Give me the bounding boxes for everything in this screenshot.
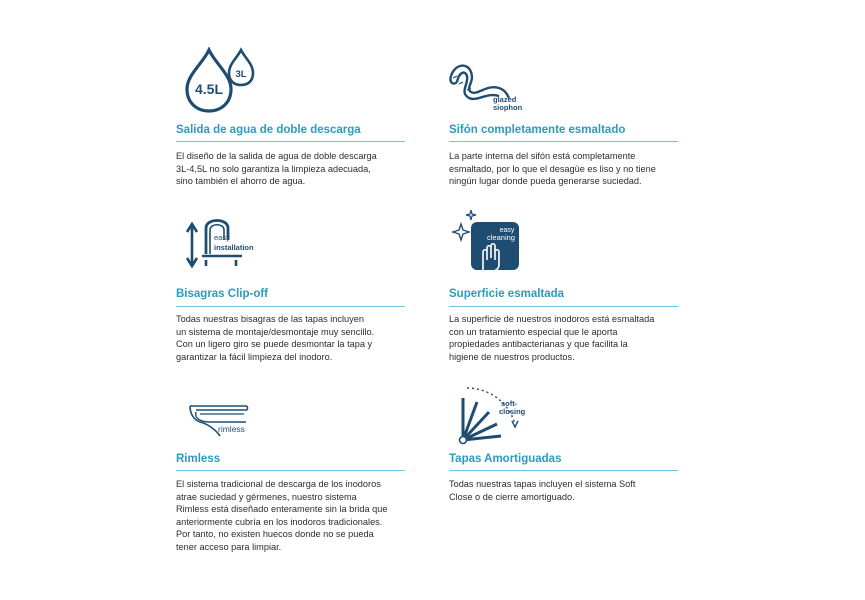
divider: [176, 470, 405, 471]
soft-close-label-2: closing: [499, 407, 526, 416]
feature-description: El sistema tradicional de descarga de los inodoros atrae suciedad y gérmenes, nuestro sistema Rimless está diseñado enteramente sin la brida que anteriormente cubría en los inodoros tradicionales. Por tanto, no existen huecos donde no se pueda tener acceso para limpiar.: [176, 479, 388, 552]
feature-rimless: [176, 378, 406, 578]
soft-close-label-1: soft-: [501, 399, 518, 408]
siphon-label-1: glazed: [493, 95, 517, 104]
feature-dual-flush: [176, 40, 406, 200]
feature-title: Bisagras Clip-off: [176, 288, 269, 300]
rimless-icon: [186, 396, 266, 458]
feature-description: La parte interna del sifón está completamente esmaltado, por lo que el desagüe es liso y no tiene ningún lugar donde pueda generarse suciedad.: [449, 151, 656, 187]
feature-title: Salida de agua de doble descarga: [176, 124, 361, 136]
feature-soft-close: [449, 378, 679, 578]
divider: [176, 141, 405, 142]
feature-description: Todas nuestras tapas incluyen el sistema Soft Close o de cierre amortiguado.: [449, 479, 636, 502]
soft-closing-icon: [455, 384, 535, 452]
feature-description: El diseño de la salida de agua de doble descarga 3L-4,5L no solo garantiza la limpieza adecuada, sino también el ahorro de agua.: [176, 151, 377, 187]
feature-title: Tapas Amortiguadas: [449, 453, 562, 465]
glazed-siphon-icon: [447, 54, 527, 116]
easy-cleaning-icon: [449, 208, 529, 278]
installation-label-2: installation: [214, 243, 254, 252]
feature-title: Sifón completamente esmaltado: [449, 124, 626, 136]
feature-title: Superficie esmaltada: [449, 288, 565, 300]
rimless-label: rimless: [218, 424, 245, 434]
divider: [449, 470, 678, 471]
feature-glazed-surface: [449, 208, 679, 368]
feature-clip-off-hinges: [176, 208, 406, 368]
easy-installation-icon: [184, 210, 264, 272]
feature-glazed-siphon: [449, 40, 679, 200]
installation-label-1: easy: [214, 233, 230, 242]
dual-flush-small-label: 3L: [235, 69, 247, 80]
divider: [449, 306, 678, 307]
dual-flush-large-label: 4.5L: [194, 81, 224, 97]
siphon-label-2: siophon: [493, 103, 523, 112]
divider: [449, 141, 678, 142]
feature-description: La superficie de nuestros inodoros está esmaltada con un tratamiento especial que le aporta propiedades antibacterianas y que facilita la higiene de nuestros productos.: [449, 314, 655, 362]
feature-title: Rimless: [176, 453, 221, 465]
divider: [176, 306, 405, 307]
feature-description: Todas nuestras bisagras de las tapas incluyen un sistema de montaje/desmontaje muy sencillo. Con un ligero giro se puede desmontar la tapa y garantizar la fácil limpieza del inodoro.: [176, 314, 375, 362]
cleaning-label-1: easy: [499, 227, 515, 234]
cleaning-label-2: cleaning: [487, 233, 515, 242]
water-drops-icon: [183, 47, 263, 115]
